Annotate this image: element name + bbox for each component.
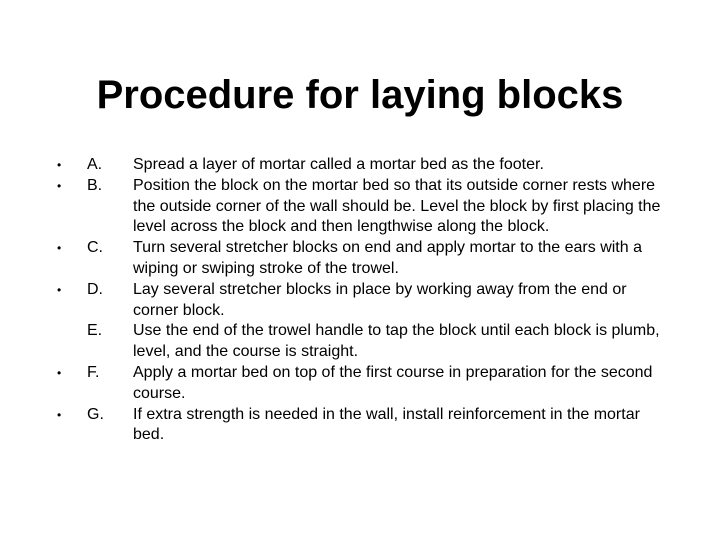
list-item-b: [57, 176, 667, 238]
bullet-icon: •: [57, 365, 62, 380]
bullet-icon: •: [57, 282, 62, 297]
step-letter: A.: [87, 156, 103, 173]
step-text: Spread a layer of mortar called a mortar bed as the footer.: [133, 156, 544, 173]
step-letter: C.: [87, 239, 103, 257]
step-letter: D.: [87, 280, 103, 298]
list-item-d: [57, 280, 667, 322]
bullet-icon: •: [57, 178, 62, 193]
step-text: Lay several stretcher blocks in place by working away from the end or corner block.: [133, 280, 627, 319]
bullet-icon: •: [57, 241, 62, 256]
steps-list: [57, 155, 667, 446]
step-letter: E.: [87, 322, 103, 340]
list-item-a: [57, 155, 667, 176]
step-text: Turn several stretcher blocks on end and apply mortar to the ears with a wiping or swiping stroke of the trowel.: [133, 239, 642, 277]
bullet-icon: •: [57, 158, 62, 172]
list-item-f: [57, 363, 667, 405]
list-item-g: [57, 405, 667, 447]
bullet-icon: •: [57, 407, 62, 422]
step-text: Apply a mortar bed on top of the first course in preparation for the second course.: [133, 363, 653, 402]
step-letter: B.: [87, 176, 103, 194]
list-item-c: [57, 238, 667, 280]
step-text: Use the end of the trowel handle to tap the block until each block is plumb, level, and the course is straight.: [133, 322, 660, 361]
step-letter: F.: [87, 363, 100, 381]
slide-title: Procedure for laying blocks: [96, 73, 624, 117]
list-item-e: [57, 321, 667, 363]
step-letter: G.: [87, 405, 104, 423]
step-text: If extra strength is needed in the wall, install reinforcement in the mortar bed.: [133, 405, 640, 444]
step-text: Position the block on the mortar bed so that its outside corner rests where the outside corner of the wall should be. Level the block by first placing the level across the block and then lengthwise along the block.: [133, 176, 661, 236]
